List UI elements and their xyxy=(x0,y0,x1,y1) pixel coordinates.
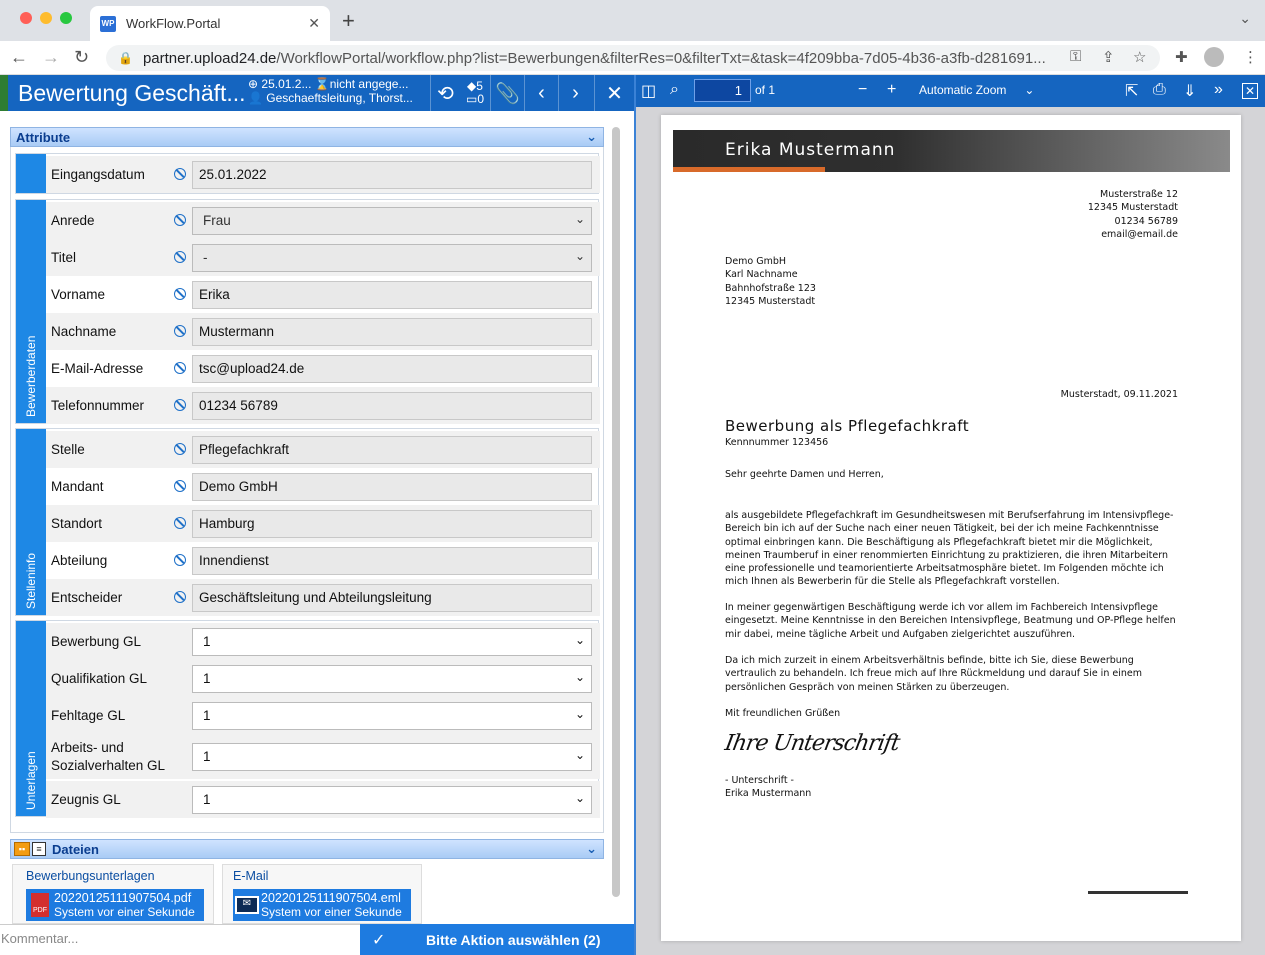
group-label: Stelleninfo xyxy=(24,552,38,609)
reload-icon[interactable]: ↻ xyxy=(74,47,90,67)
telefon-field[interactable]: 01234 56789 xyxy=(192,392,592,420)
titel-select[interactable] xyxy=(192,244,592,272)
text-line: persönlichen Gespräch von meinen Stärken zu überzeugen. xyxy=(725,681,1010,693)
meta-date: 25.01.2... xyxy=(261,77,312,91)
row-eingangsdatum xyxy=(46,156,600,193)
sidebar-toggle-icon[interactable]: ◫ xyxy=(641,83,657,100)
status-stripe xyxy=(0,75,8,111)
close-tab-icon[interactable]: ✕ xyxy=(308,15,320,31)
file-card-bewerbungsunterlagen xyxy=(12,864,214,924)
banner-accent xyxy=(673,167,825,172)
row-nachname xyxy=(46,313,600,350)
chevron-down-icon: ⌄ xyxy=(574,632,585,647)
row-entscheider xyxy=(46,579,600,616)
qualifikation-gl-select[interactable] xyxy=(192,665,592,693)
nachname-field[interactable]: Mustermann xyxy=(192,318,592,346)
clock-plus-icon: ⊕ xyxy=(248,77,259,91)
row-mandant xyxy=(46,468,600,505)
search-icon[interactable]: ⌕ xyxy=(670,81,679,98)
new-tab-icon[interactable]: + xyxy=(342,8,355,33)
sender-line: email@email.de xyxy=(1101,228,1178,240)
profile-avatar[interactable] xyxy=(1204,47,1224,67)
text-line: Da ich mich zurzeit in einem Arbeitsverhältnis befinde, bitte ich Sie, diese Bewerbung xyxy=(725,655,1134,666)
history-icon: ⟲ xyxy=(437,82,454,105)
no-entry-icon[interactable] xyxy=(174,591,186,603)
row-qualifikation-gl xyxy=(46,660,600,697)
chevron-down-icon: ⌄ xyxy=(574,248,585,263)
row-telefon xyxy=(46,387,600,424)
window-controls xyxy=(20,12,72,24)
address-bar-row xyxy=(0,41,1265,75)
files-area xyxy=(10,860,604,920)
text-line: Bereich bin ich auf der Suche nach einer neuen Tätigkeit, bei der ich meine Fachkenntnisse xyxy=(725,523,1159,535)
row-stelle xyxy=(46,431,600,468)
chevron-down-icon: ⌄ xyxy=(574,747,585,762)
text-line: eine professionelle und teamorientierte Arbeitsatmosphäre bietet. Im Folgenden möchte ich xyxy=(725,563,1164,575)
no-entry-icon[interactable] xyxy=(174,168,186,180)
fehltage-gl-select[interactable] xyxy=(192,702,592,730)
file-card-title: E-Mail xyxy=(233,869,269,883)
row-bewerbung-gl xyxy=(46,623,600,660)
user-icon: 👤 xyxy=(248,91,263,105)
list-view-icon[interactable]: ≡ xyxy=(32,842,46,856)
field-label: Mandant xyxy=(51,478,104,494)
dateien-section-header[interactable] xyxy=(10,839,604,859)
pdf-page xyxy=(661,115,1241,941)
attribute-section-title: Attribute xyxy=(16,129,71,145)
dateien-section-title: Dateien xyxy=(52,841,99,857)
next-button[interactable] xyxy=(558,75,592,111)
field-label: Anrede xyxy=(51,212,95,228)
recipient-line: 12345 Musterstadt xyxy=(725,295,816,307)
no-entry-icon[interactable] xyxy=(174,214,186,226)
chevron-right-icon: › xyxy=(572,81,579,104)
text-line: mich Ihnen als Bewerberin für die Stelle als Pflegefachkraft vorstellen. xyxy=(725,576,1060,588)
url-input[interactable] xyxy=(106,45,1160,71)
chevron-down-icon: ⌄ xyxy=(574,706,585,721)
text-line: optimal einbringen kann. Die Beschäftigung als Pflegefachkraft bietet mir die Möglichkeit, xyxy=(725,536,1153,548)
favicon-icon: WP xyxy=(100,16,116,32)
paperclip-icon: 📎 xyxy=(495,82,520,105)
group-label: Bewerberdaten xyxy=(24,335,38,417)
url-host: partner.upload24.de xyxy=(142,49,277,67)
file-pdf-button[interactable] xyxy=(26,889,204,921)
bookmark-star-icon[interactable]: ☆ xyxy=(1133,49,1147,66)
row-standort xyxy=(46,505,600,542)
vorname-field[interactable]: Erika xyxy=(192,281,592,309)
group-side-bar xyxy=(16,429,46,615)
meta-owner: Geschaeftsleitung, Thorst... xyxy=(266,91,413,105)
field-label: Qualifikation GL xyxy=(51,670,148,686)
sender-line: Musterstraße 12 xyxy=(1100,189,1178,200)
close-window-button[interactable] xyxy=(20,12,32,24)
hourglass-icon: ⌛ xyxy=(314,77,330,91)
history-button[interactable] xyxy=(430,75,460,111)
row-email xyxy=(46,350,600,387)
save-icon[interactable]: ⇓ xyxy=(1183,83,1197,100)
checkmark-icon: ✓ xyxy=(372,931,386,949)
eingangsdatum-field[interactable]: 25.01.2022 xyxy=(192,161,592,189)
letter-name: Erika Mustermann xyxy=(725,140,896,160)
count-bottom: 0 xyxy=(477,92,485,106)
workflow-panel xyxy=(0,75,634,955)
forward-icon[interactable]: → xyxy=(42,47,60,67)
no-entry-icon[interactable] xyxy=(174,288,186,300)
zeugnis-gl-select[interactable] xyxy=(192,786,592,814)
email-field[interactable]: tsc@upload24.de xyxy=(192,355,592,383)
stelle-field[interactable]: Pflegefachkraft xyxy=(192,436,592,464)
file-name: 20220125111907504.eml xyxy=(261,891,401,905)
tab-search-icon[interactable]: ⌄ xyxy=(1239,10,1251,26)
handwritten-signature: Ihre Unterschrift xyxy=(722,731,902,756)
comment-input[interactable]: Kommentar... xyxy=(0,924,360,955)
no-entry-icon[interactable] xyxy=(174,517,186,529)
field-label: Fehltage GL xyxy=(51,707,126,723)
lock-icon: 🔒 xyxy=(118,51,133,65)
print-icon[interactable]: ⎙ xyxy=(1153,81,1166,98)
group-bewerberdaten xyxy=(15,199,599,424)
back-icon[interactable]: ← xyxy=(10,47,28,67)
letter-paragraph-3 xyxy=(725,654,1195,694)
mandant-field[interactable]: Demo GmbH xyxy=(192,473,592,501)
sender-line: 12345 Musterstadt xyxy=(1087,202,1178,214)
attribute-section-header[interactable] xyxy=(10,127,604,147)
entscheider-field[interactable]: Geschäftsleitung und Abteilungsleitung xyxy=(192,584,592,612)
tab-title: WorkFlow.Portal xyxy=(126,16,221,31)
bewerbung-gl-select[interactable] xyxy=(192,628,592,656)
browser-tabbar xyxy=(0,0,1265,41)
select-value: 1 xyxy=(203,670,211,686)
abteilung-field[interactable]: Innendienst xyxy=(192,547,592,575)
field-label: Abteilung xyxy=(51,552,108,568)
anrede-value: Frau xyxy=(203,212,231,228)
field-label: Zeugnis GL xyxy=(51,791,121,807)
letter-closing: Mit freundlichen Grüßen xyxy=(725,708,841,719)
text-line: In meiner gegenwärtigen Beschäftigung werde ich vor allem im Fachbereich Intensivpflege xyxy=(725,602,1158,613)
letter-paragraph-1 xyxy=(725,509,1195,589)
page-count: of 1 xyxy=(755,83,776,97)
pdf-toolbar xyxy=(636,75,1265,107)
recipient-address xyxy=(725,255,925,308)
row-anrede xyxy=(46,202,600,239)
letter-date: Musterstadt, 09.11.2021 xyxy=(1060,389,1178,400)
text-line: eingesetzt. Meine Kenntnisse in den Bereichen Intensivpflege, Beatmung und OP-Pflege helfen xyxy=(725,615,1176,627)
counts-button[interactable] xyxy=(460,75,490,111)
field-label-line2: Sozialverhalten GL xyxy=(51,757,166,773)
page-number-input[interactable]: 1 xyxy=(694,79,751,102)
no-entry-icon[interactable] xyxy=(174,443,186,455)
letter-banner xyxy=(673,130,1230,172)
field-label-line1: Arbeits- und xyxy=(51,739,124,755)
select-value: 1 xyxy=(203,707,211,723)
field-label: Standort xyxy=(51,515,103,531)
no-entry-icon[interactable] xyxy=(174,480,186,492)
chevron-down-icon: ⌄ xyxy=(586,841,597,856)
zoom-in-icon[interactable]: + xyxy=(887,81,897,98)
row-abteilung xyxy=(46,542,600,579)
view-toggle-icon[interactable]: ▪▪ xyxy=(14,842,30,856)
close-viewer-icon[interactable]: ✕ xyxy=(1242,83,1258,99)
group-eingang xyxy=(15,153,599,194)
stack-icon: ◆ xyxy=(467,79,477,93)
no-entry-icon[interactable] xyxy=(174,554,186,566)
recipient-line: Karl Nachname xyxy=(725,269,798,281)
field-label: Eingangsdatum xyxy=(51,166,145,182)
maximize-window-button[interactable] xyxy=(60,12,72,24)
group-side-bar xyxy=(16,200,46,423)
file-card-email xyxy=(222,864,422,924)
field-label: Nachname xyxy=(51,323,117,339)
anrede-select[interactable] xyxy=(192,207,592,235)
chevron-down-icon: ⌄ xyxy=(574,211,585,226)
letter-reference: Kennnummer 123456 xyxy=(725,437,829,448)
field-label: E-Mail-Adresse xyxy=(51,360,144,376)
arbeitsverhalten-gl-select[interactable] xyxy=(192,743,592,771)
field-label: Vorname xyxy=(51,286,106,302)
row-zeugnis-gl xyxy=(46,781,600,818)
field-label: Titel xyxy=(51,249,77,265)
comment-icon: ▭ xyxy=(465,92,478,106)
recipient-line: Bahnhofstraße 123 xyxy=(725,282,816,294)
select-value: 1 xyxy=(203,791,211,807)
scrollbar[interactable] xyxy=(612,127,620,897)
footer-rule xyxy=(1088,891,1188,894)
select-value: 1 xyxy=(203,633,211,649)
titel-value: - xyxy=(203,249,208,265)
group-side-bar xyxy=(16,154,46,193)
chevron-down-icon: ⌄ xyxy=(1024,83,1035,97)
field-label: Telefonnummer xyxy=(51,397,145,413)
group-unterlagen xyxy=(15,620,599,817)
close-icon: ✕ xyxy=(606,82,623,105)
count-top: 5 xyxy=(476,79,483,93)
extensions-icon[interactable]: ✚ xyxy=(1175,49,1188,66)
group-label: Unterlagen xyxy=(24,751,38,810)
more-tools-icon[interactable]: » xyxy=(1214,81,1223,98)
chevron-down-icon: ⌄ xyxy=(586,129,597,144)
chevron-down-icon: ⌄ xyxy=(574,669,585,684)
field-label: Entscheider xyxy=(51,589,123,605)
file-meta: System vor einer Sekunde xyxy=(54,905,195,919)
minimize-window-button[interactable] xyxy=(40,12,52,24)
chevron-left-icon: ‹ xyxy=(538,81,545,104)
field-label xyxy=(51,739,165,775)
no-entry-icon[interactable] xyxy=(174,362,186,374)
text-line: vertraulich zu behandeln. Ich freue mich auf Ihre Rückmeldung und darauf Sie in einem xyxy=(725,668,1142,680)
pdf-file-icon: PDF xyxy=(26,889,54,921)
field-label: Bewerbung GL xyxy=(51,633,142,649)
signature-label: - Unterschrift - xyxy=(725,775,794,786)
zoom-select[interactable] xyxy=(919,83,1049,97)
no-entry-icon[interactable] xyxy=(174,325,186,337)
group-side-bar xyxy=(16,621,46,816)
signature-name: Erika Mustermann xyxy=(725,788,812,799)
task-title: Bewertung Geschäft... xyxy=(18,80,246,106)
previous-button[interactable] xyxy=(524,75,558,111)
meta-status: nicht angege... xyxy=(329,77,409,91)
action-label: Bitte Aktion auswählen (2) xyxy=(426,931,601,948)
group-stelleninfo xyxy=(15,428,599,616)
browser-menu-icon[interactable]: ⋮ xyxy=(1243,49,1258,66)
url-path: /WorkflowPortal/workflow.php?list=Bewerbungen&filterRes=0&filterTxt=&task=4f209bba-7d05-4b36-a3fb-d281691... xyxy=(276,49,1046,67)
recipient-line: Demo GmbH xyxy=(725,256,787,267)
letter-paragraph-2 xyxy=(725,601,1195,641)
action-button[interactable] xyxy=(360,924,634,955)
zoom-out-icon[interactable]: − xyxy=(858,81,868,98)
sender-address xyxy=(1011,188,1178,241)
task-meta xyxy=(248,77,413,105)
zoom-value: Automatic Zoom xyxy=(919,83,1007,97)
field-label: Stelle xyxy=(51,441,85,457)
no-entry-icon[interactable] xyxy=(174,251,186,263)
file-meta: System vor einer Sekunde xyxy=(261,905,402,919)
row-fehltage-gl xyxy=(46,697,600,734)
text-line: als ausgebildete Pflegefachkraft im Gesundheitswesen mit Berufserfahrung im Intensivpflege- xyxy=(725,510,1174,521)
no-entry-icon[interactable] xyxy=(174,399,186,411)
key-icon[interactable]: ⚿ xyxy=(1070,48,1082,65)
chevron-down-icon: ⌄ xyxy=(574,790,585,805)
text-line: mir dabei, meine tägliche Arbeit und Aufgaben zielgerichtet auszuführen. xyxy=(725,628,1076,640)
row-arbeitsverhalten-gl xyxy=(46,734,600,779)
letter-subject: Bewerbung als Pflegefachkraft xyxy=(725,417,970,435)
pdf-viewer xyxy=(636,75,1265,955)
browser-tab[interactable] xyxy=(90,6,330,41)
select-value: 1 xyxy=(203,748,211,764)
row-vorname xyxy=(46,276,600,313)
share-icon[interactable]: ⇪ xyxy=(1102,49,1115,66)
attachment-button[interactable] xyxy=(490,75,524,111)
row-titel xyxy=(46,239,600,276)
envelope-icon: ✉ xyxy=(233,889,261,921)
sender-line: 01234 56789 xyxy=(1114,215,1178,227)
close-button[interactable] xyxy=(594,75,634,111)
open-external-icon[interactable]: ⇱ xyxy=(1125,83,1139,100)
letter-salutation: Sehr geehrte Damen und Herren, xyxy=(725,469,884,480)
task-header xyxy=(0,75,634,111)
file-card-title: Bewerbungsunterlagen xyxy=(26,869,155,883)
standort-field[interactable]: Hamburg xyxy=(192,510,592,538)
file-eml-button[interactable] xyxy=(233,889,411,921)
text-line: meinen Traumberuf in einer renommierten Einrichtung zu praktizieren, die ihren Mitarbeitern xyxy=(725,549,1168,561)
file-name: 20220125111907504.pdf xyxy=(54,891,192,905)
